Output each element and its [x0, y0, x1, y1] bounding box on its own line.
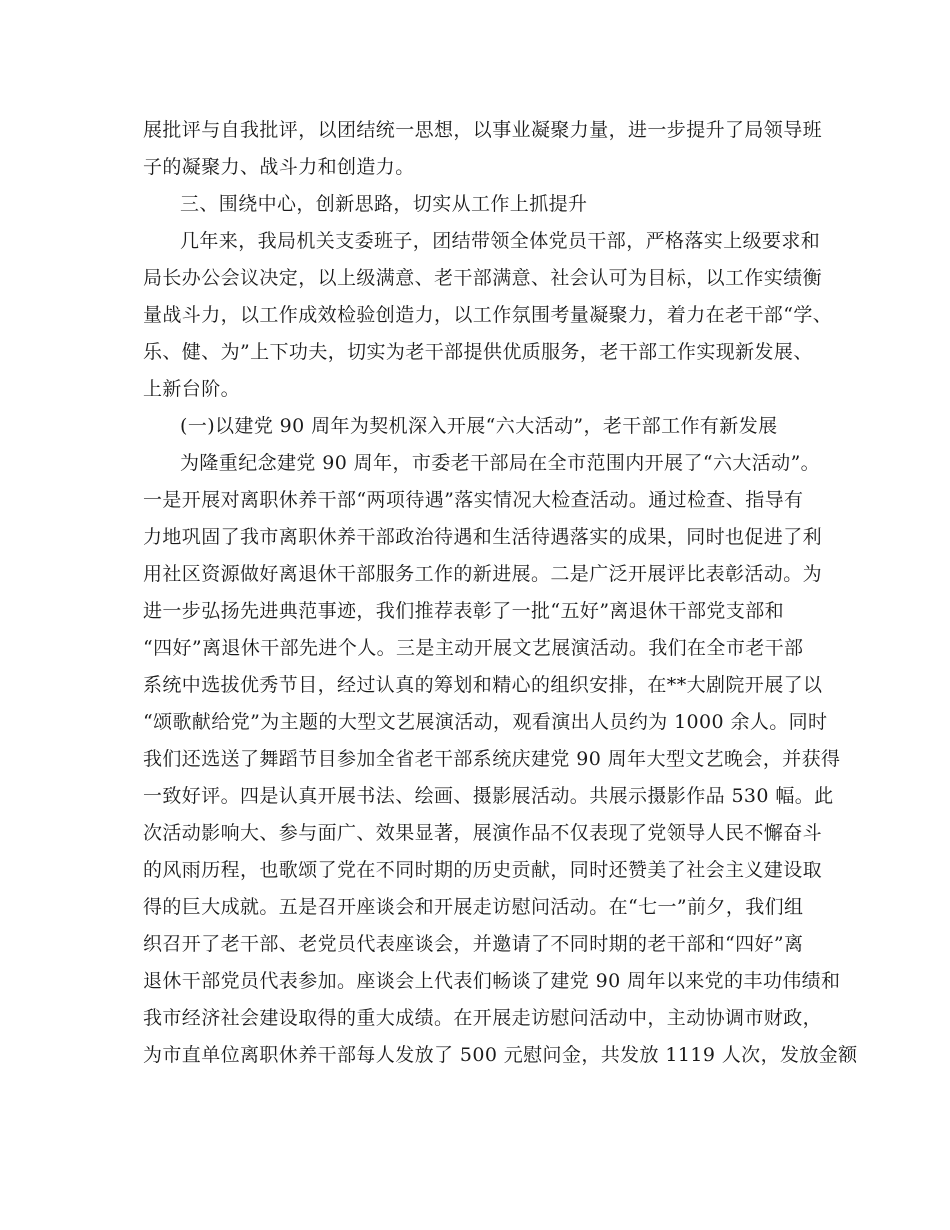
text-line: 用社区资源做好离退休干部服务工作的新进展。二是广泛开展评比表彰活动。为 — [143, 563, 823, 585]
text-line: 织召开了老干部、老党员代表座谈会，并邀请了不同时期的老干部和“四好”离 — [143, 933, 804, 955]
text-line: 为隆重纪念建党 90 周年，市委老干部局在全市范围内开展了“六大活动”。 — [180, 452, 821, 474]
text-line: 子的凝聚力、战斗力和创造力。 — [143, 156, 415, 178]
text-line: 量战斗力，以工作成效检验创造力，以工作氛围考量凝聚力，着力在老干部“学、 — [143, 304, 833, 326]
text-line: “四好”离退休干部先进个人。三是主动开展文艺展演活动。我们在全市老干部 — [143, 637, 804, 659]
text-line: 展批评与自我批评，以团结统一思想，以事业凝聚力量，进一步提升了局领导班 — [143, 119, 823, 141]
text-line: 一是开展对离职休养干部“两项待遇”落实情况大检查活动。通过检查、指导有 — [143, 489, 804, 511]
text-line: 几年来，我局机关支委班子，团结带领全体党员干部，严格落实上级要求和 — [180, 230, 821, 252]
text-line: 局长办公会议决定，以上级满意、老干部满意、社会认可为目标，以工作实绩衡 — [143, 267, 823, 289]
text-line: 乐、健、为”上下功夫，切实为老干部提供优质服务，老干部工作实现新发展、 — [143, 341, 813, 363]
text-line: 力地巩固了我市离职休养干部政治待遇和生活待遇落实的成果，同时也促进了利 — [143, 526, 823, 548]
text-line: 一致好评。四是认真开展书法、绘画、摄影展活动。共展示摄影作品 530 幅。此 — [143, 785, 834, 807]
text-line: 进一步弘扬先进典范事迹，我们推荐表彰了一批“五好”离退休干部党支部和 — [143, 600, 785, 622]
text-line: 为市直单位离职休养干部每人发放了 500 元慰问金，共发放 1119 人次，发放金额 — [143, 1044, 858, 1066]
text-line: 次活动影响大、参与面广、效果显著，展演作品不仅表现了党领导人民不懈奋斗 — [143, 822, 823, 844]
text-line: 的风雨历程，也歌颂了党在不同时期的历史贡献，同时还赞美了社会主义建设取 — [143, 859, 823, 881]
text-line: 得的巨大成就。五是召开座谈会和开展走访慰问活动。在“七一”前夕，我们组 — [143, 896, 804, 918]
section-heading: 三、围绕中心，创新思路，切实从工作上抓提升 — [180, 193, 588, 215]
text-line: 我们还选送了舞蹈节目参加全省老干部系统庆建党 90 周年大型文艺晚会，并获得 — [143, 748, 841, 770]
text-line: “颂歌献给党”为主题的大型文艺展演活动，观看演出人员约为 1000 余人。同时 — [143, 711, 828, 733]
text-line: 我市经济社会建设取得的重大成绩。在开展走访慰问活动中，主动协调市财政， — [143, 1007, 823, 1029]
subsection-heading: (一)以建党 90 周年为契机深入开展“六大活动”，老干部工作有新发展 — [180, 415, 778, 437]
text-line: 系统中选拔优秀节目，经过认真的筹划和精心的组织安排，在**大剧院开展了以 — [143, 674, 823, 696]
text-line: 退休干部党员代表参加。座谈会上代表们畅谈了建党 90 周年以来党的丰功伟绩和 — [143, 970, 841, 992]
text-line: 上新台阶。 — [143, 378, 241, 400]
